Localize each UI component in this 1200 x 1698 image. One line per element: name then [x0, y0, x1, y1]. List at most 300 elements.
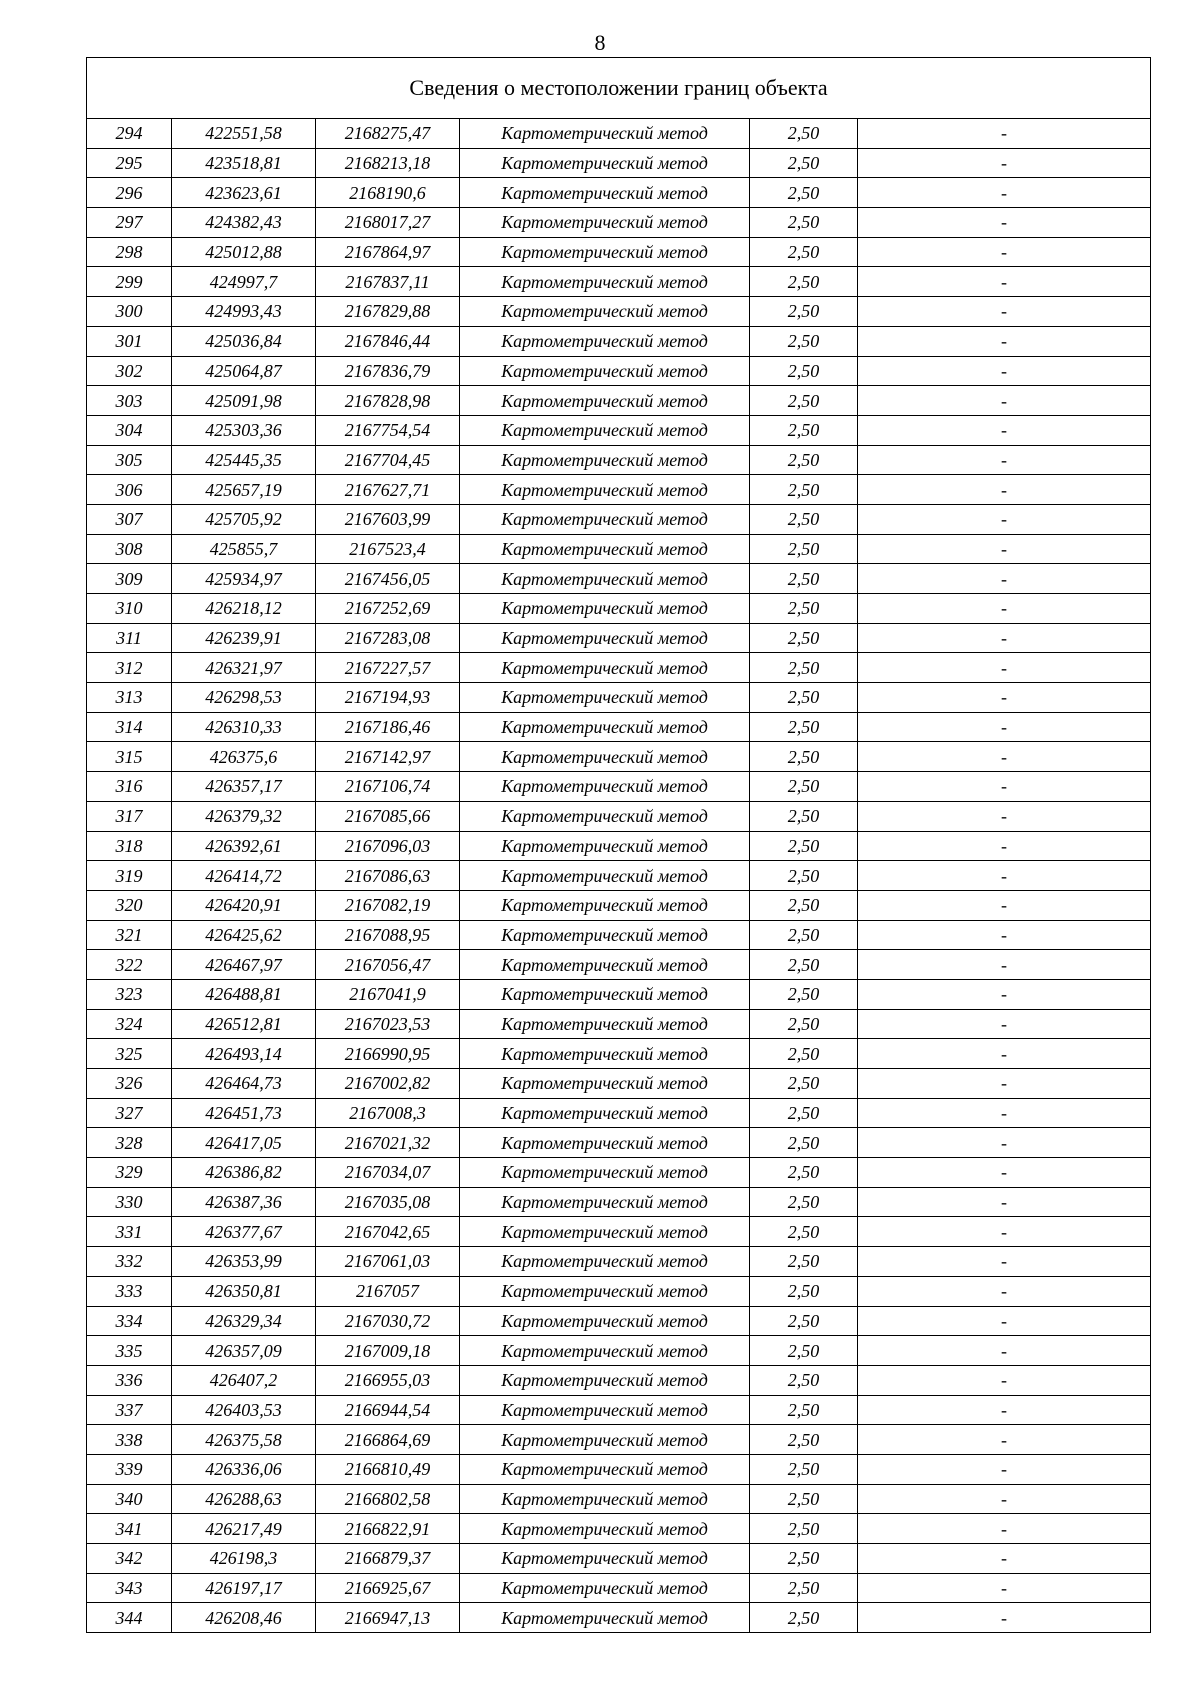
y-coordinate-cell: 2167186,46	[316, 712, 460, 742]
description-cell: -	[858, 1158, 1151, 1188]
y-coordinate-cell: 2167829,88	[316, 297, 460, 327]
x-coordinate-cell: 425855,7	[172, 534, 316, 564]
description-cell: -	[858, 831, 1151, 861]
method-cell: Картометрический метод	[460, 801, 750, 831]
accuracy-cell: 2,50	[750, 1039, 858, 1069]
y-coordinate-cell: 2167023,53	[316, 1009, 460, 1039]
accuracy-cell: 2,50	[750, 801, 858, 831]
table-row	[87, 1395, 1151, 1425]
y-coordinate-cell: 2167034,07	[316, 1158, 460, 1188]
table-row	[87, 475, 1151, 505]
table-caption-row	[87, 58, 1151, 119]
table-row	[87, 1039, 1151, 1069]
accuracy-cell: 2,50	[750, 683, 858, 713]
method-cell: Картометрический метод	[460, 1454, 750, 1484]
table-row	[87, 534, 1151, 564]
table-row	[87, 920, 1151, 950]
method-cell: Картометрический метод	[460, 1336, 750, 1366]
point-number-cell: 343	[87, 1573, 172, 1603]
accuracy-cell: 2,50	[750, 208, 858, 238]
method-cell: Картометрический метод	[460, 178, 750, 208]
table-row	[87, 742, 1151, 772]
point-number-cell: 333	[87, 1276, 172, 1306]
description-cell: -	[858, 267, 1151, 297]
point-number-cell: 342	[87, 1544, 172, 1574]
y-coordinate-cell: 2166955,03	[316, 1365, 460, 1395]
table-row	[87, 1247, 1151, 1277]
description-cell: -	[858, 534, 1151, 564]
accuracy-cell: 2,50	[750, 1247, 858, 1277]
point-number-cell: 327	[87, 1098, 172, 1128]
accuracy-cell: 2,50	[750, 1187, 858, 1217]
table-row	[87, 386, 1151, 416]
table-row	[87, 1276, 1151, 1306]
x-coordinate-cell: 426310,33	[172, 712, 316, 742]
x-coordinate-cell: 425091,98	[172, 386, 316, 416]
boundary-coordinates-table	[86, 57, 1151, 1633]
accuracy-cell: 2,50	[750, 326, 858, 356]
point-number-cell: 329	[87, 1158, 172, 1188]
point-number-cell: 336	[87, 1365, 172, 1395]
description-cell: -	[858, 1247, 1151, 1277]
description-cell: -	[858, 1395, 1151, 1425]
point-number-cell: 303	[87, 386, 172, 416]
y-coordinate-cell: 2167283,08	[316, 623, 460, 653]
accuracy-cell: 2,50	[750, 1009, 858, 1039]
point-number-cell: 308	[87, 534, 172, 564]
point-number-cell: 321	[87, 920, 172, 950]
description-cell: -	[858, 1425, 1151, 1455]
y-coordinate-cell: 2167828,98	[316, 386, 460, 416]
x-coordinate-cell: 423623,61	[172, 178, 316, 208]
description-cell: -	[858, 772, 1151, 802]
description-cell: -	[858, 1069, 1151, 1099]
description-cell: -	[858, 594, 1151, 624]
description-cell: -	[858, 861, 1151, 891]
x-coordinate-cell: 426218,12	[172, 594, 316, 624]
y-coordinate-cell: 2167523,4	[316, 534, 460, 564]
y-coordinate-cell: 2167057	[316, 1276, 460, 1306]
table-row	[87, 564, 1151, 594]
description-cell: -	[858, 237, 1151, 267]
point-number-cell: 312	[87, 653, 172, 683]
table-row	[87, 1009, 1151, 1039]
description-cell: -	[858, 386, 1151, 416]
accuracy-cell: 2,50	[750, 920, 858, 950]
method-cell: Картометрический метод	[460, 1039, 750, 1069]
description-cell: -	[858, 1039, 1151, 1069]
y-coordinate-cell: 2167042,65	[316, 1217, 460, 1247]
point-number-cell: 317	[87, 801, 172, 831]
table-caption: Сведения о местоположении границ объекта	[87, 58, 1151, 119]
description-cell: -	[858, 890, 1151, 920]
accuracy-cell: 2,50	[750, 564, 858, 594]
table-row	[87, 1544, 1151, 1574]
point-number-cell: 332	[87, 1247, 172, 1277]
description-cell: -	[858, 1573, 1151, 1603]
accuracy-cell: 2,50	[750, 1603, 858, 1633]
x-coordinate-cell: 425036,84	[172, 326, 316, 356]
x-coordinate-cell: 426379,32	[172, 801, 316, 831]
point-number-cell: 299	[87, 267, 172, 297]
y-coordinate-cell: 2167030,72	[316, 1306, 460, 1336]
description-cell: -	[858, 297, 1151, 327]
x-coordinate-cell: 426321,97	[172, 653, 316, 683]
point-number-cell: 323	[87, 979, 172, 1009]
description-cell: -	[858, 326, 1151, 356]
table-row	[87, 890, 1151, 920]
method-cell: Картометрический метод	[460, 1514, 750, 1544]
method-cell: Картометрический метод	[460, 356, 750, 386]
y-coordinate-cell: 2166864,69	[316, 1425, 460, 1455]
accuracy-cell: 2,50	[750, 623, 858, 653]
x-coordinate-cell: 426425,62	[172, 920, 316, 950]
point-number-cell: 309	[87, 564, 172, 594]
description-cell: -	[858, 1009, 1151, 1039]
x-coordinate-cell: 426417,05	[172, 1128, 316, 1158]
point-number-cell: 328	[87, 1128, 172, 1158]
method-cell: Картометрический метод	[460, 1544, 750, 1574]
method-cell: Картометрический метод	[460, 1009, 750, 1039]
method-cell: Картометрический метод	[460, 148, 750, 178]
x-coordinate-cell: 426420,91	[172, 890, 316, 920]
y-coordinate-cell: 2167194,93	[316, 683, 460, 713]
x-coordinate-cell: 426336,06	[172, 1454, 316, 1484]
x-coordinate-cell: 423518,81	[172, 148, 316, 178]
x-coordinate-cell: 426464,73	[172, 1069, 316, 1099]
accuracy-cell: 2,50	[750, 1276, 858, 1306]
accuracy-cell: 2,50	[750, 386, 858, 416]
accuracy-cell: 2,50	[750, 1098, 858, 1128]
table-row	[87, 979, 1151, 1009]
method-cell: Картометрический метод	[460, 1187, 750, 1217]
x-coordinate-cell: 426387,36	[172, 1187, 316, 1217]
point-number-cell: 304	[87, 415, 172, 445]
accuracy-cell: 2,50	[750, 890, 858, 920]
point-number-cell: 307	[87, 504, 172, 534]
description-cell: -	[858, 623, 1151, 653]
page-number: 8	[594, 30, 606, 55]
point-number-cell: 340	[87, 1484, 172, 1514]
description-cell: -	[858, 1544, 1151, 1574]
y-coordinate-cell: 2167603,99	[316, 504, 460, 534]
description-cell: -	[858, 1098, 1151, 1128]
description-cell: -	[858, 564, 1151, 594]
point-number-cell: 319	[87, 861, 172, 891]
y-coordinate-cell: 2167086,63	[316, 861, 460, 891]
x-coordinate-cell: 426197,17	[172, 1573, 316, 1603]
accuracy-cell: 2,50	[750, 1128, 858, 1158]
method-cell: Картометрический метод	[460, 623, 750, 653]
accuracy-cell: 2,50	[750, 831, 858, 861]
description-cell: -	[858, 1484, 1151, 1514]
x-coordinate-cell: 426357,17	[172, 772, 316, 802]
method-cell: Картометрический метод	[460, 1069, 750, 1099]
table-row	[87, 683, 1151, 713]
y-coordinate-cell: 2166879,37	[316, 1544, 460, 1574]
x-coordinate-cell: 425012,88	[172, 237, 316, 267]
method-cell: Картометрический метод	[460, 742, 750, 772]
accuracy-cell: 2,50	[750, 950, 858, 980]
method-cell: Картометрический метод	[460, 534, 750, 564]
accuracy-cell: 2,50	[750, 445, 858, 475]
point-number-cell: 322	[87, 950, 172, 980]
point-number-cell: 314	[87, 712, 172, 742]
table-row	[87, 326, 1151, 356]
y-coordinate-cell: 2168213,18	[316, 148, 460, 178]
table-row	[87, 415, 1151, 445]
accuracy-cell: 2,50	[750, 772, 858, 802]
accuracy-cell: 2,50	[750, 356, 858, 386]
accuracy-cell: 2,50	[750, 475, 858, 505]
y-coordinate-cell: 2166822,91	[316, 1514, 460, 1544]
point-number-cell: 313	[87, 683, 172, 713]
x-coordinate-cell: 426298,53	[172, 683, 316, 713]
method-cell: Картометрический метод	[460, 890, 750, 920]
method-cell: Картометрический метод	[460, 950, 750, 980]
y-coordinate-cell: 2167864,97	[316, 237, 460, 267]
method-cell: Картометрический метод	[460, 831, 750, 861]
x-coordinate-cell: 426217,49	[172, 1514, 316, 1544]
x-coordinate-cell: 426375,6	[172, 742, 316, 772]
x-coordinate-cell: 426451,73	[172, 1098, 316, 1128]
accuracy-cell: 2,50	[750, 1158, 858, 1188]
point-number-cell: 335	[87, 1336, 172, 1366]
accuracy-cell: 2,50	[750, 1544, 858, 1574]
description-cell: -	[858, 683, 1151, 713]
x-coordinate-cell: 426357,09	[172, 1336, 316, 1366]
table-row	[87, 504, 1151, 534]
point-number-cell: 341	[87, 1514, 172, 1544]
y-coordinate-cell: 2167088,95	[316, 920, 460, 950]
accuracy-cell: 2,50	[750, 594, 858, 624]
table-row	[87, 653, 1151, 683]
description-cell: -	[858, 119, 1151, 149]
method-cell: Картометрический метод	[460, 119, 750, 149]
y-coordinate-cell: 2166802,58	[316, 1484, 460, 1514]
x-coordinate-cell: 425705,92	[172, 504, 316, 534]
point-number-cell: 296	[87, 178, 172, 208]
y-coordinate-cell: 2167002,82	[316, 1069, 460, 1099]
table-row	[87, 950, 1151, 980]
table-row	[87, 445, 1151, 475]
description-cell: -	[858, 1217, 1151, 1247]
y-coordinate-cell: 2167035,08	[316, 1187, 460, 1217]
description-cell: -	[858, 1514, 1151, 1544]
description-cell: -	[858, 1128, 1151, 1158]
method-cell: Картометрический метод	[460, 267, 750, 297]
y-coordinate-cell: 2168190,6	[316, 178, 460, 208]
method-cell: Картометрический метод	[460, 504, 750, 534]
table-row	[87, 208, 1151, 238]
x-coordinate-cell: 425303,36	[172, 415, 316, 445]
table-row	[87, 237, 1151, 267]
point-number-cell: 315	[87, 742, 172, 772]
description-cell: -	[858, 208, 1151, 238]
method-cell: Картометрический метод	[460, 1247, 750, 1277]
method-cell: Картометрический метод	[460, 564, 750, 594]
table-row	[87, 1187, 1151, 1217]
y-coordinate-cell: 2166810,49	[316, 1454, 460, 1484]
method-cell: Картометрический метод	[460, 1128, 750, 1158]
y-coordinate-cell: 2166947,13	[316, 1603, 460, 1633]
table-row	[87, 1454, 1151, 1484]
method-cell: Картометрический метод	[460, 1484, 750, 1514]
y-coordinate-cell: 2168275,47	[316, 119, 460, 149]
description-cell: -	[858, 979, 1151, 1009]
y-coordinate-cell: 2167008,3	[316, 1098, 460, 1128]
y-coordinate-cell: 2167021,32	[316, 1128, 460, 1158]
accuracy-cell: 2,50	[750, 148, 858, 178]
x-coordinate-cell: 426493,14	[172, 1039, 316, 1069]
accuracy-cell: 2,50	[750, 1069, 858, 1099]
table-row	[87, 119, 1151, 149]
point-number-cell: 298	[87, 237, 172, 267]
table-row	[87, 1306, 1151, 1336]
x-coordinate-cell: 425934,97	[172, 564, 316, 594]
y-coordinate-cell: 2168017,27	[316, 208, 460, 238]
table-row	[87, 1514, 1151, 1544]
accuracy-cell: 2,50	[750, 1573, 858, 1603]
table-row	[87, 1425, 1151, 1455]
table-row	[87, 1573, 1151, 1603]
accuracy-cell: 2,50	[750, 712, 858, 742]
method-cell: Картометрический метод	[460, 237, 750, 267]
table-row	[87, 148, 1151, 178]
point-number-cell: 294	[87, 119, 172, 149]
table-row	[87, 1603, 1151, 1633]
x-coordinate-cell: 425064,87	[172, 356, 316, 386]
table-row	[87, 1128, 1151, 1158]
description-cell: -	[858, 415, 1151, 445]
accuracy-cell: 2,50	[750, 1395, 858, 1425]
method-cell: Картометрический метод	[460, 772, 750, 802]
x-coordinate-cell: 426407,2	[172, 1365, 316, 1395]
accuracy-cell: 2,50	[750, 861, 858, 891]
accuracy-cell: 2,50	[750, 1336, 858, 1366]
method-cell: Картометрический метод	[460, 445, 750, 475]
accuracy-cell: 2,50	[750, 1306, 858, 1336]
point-number-cell: 338	[87, 1425, 172, 1455]
description-cell: -	[858, 1306, 1151, 1336]
point-number-cell: 301	[87, 326, 172, 356]
method-cell: Картометрический метод	[460, 326, 750, 356]
method-cell: Картометрический метод	[460, 1306, 750, 1336]
accuracy-cell: 2,50	[750, 1217, 858, 1247]
method-cell: Картометрический метод	[460, 1158, 750, 1188]
method-cell: Картометрический метод	[460, 979, 750, 1009]
y-coordinate-cell: 2167456,05	[316, 564, 460, 594]
point-number-cell: 316	[87, 772, 172, 802]
accuracy-cell: 2,50	[750, 1425, 858, 1455]
method-cell: Картометрический метод	[460, 1573, 750, 1603]
accuracy-cell: 2,50	[750, 979, 858, 1009]
x-coordinate-cell: 426350,81	[172, 1276, 316, 1306]
point-number-cell: 344	[87, 1603, 172, 1633]
table-row	[87, 1365, 1151, 1395]
point-number-cell: 310	[87, 594, 172, 624]
point-number-cell: 297	[87, 208, 172, 238]
y-coordinate-cell: 2167704,45	[316, 445, 460, 475]
description-cell: -	[858, 504, 1151, 534]
description-cell: -	[858, 742, 1151, 772]
description-cell: -	[858, 950, 1151, 980]
description-cell: -	[858, 475, 1151, 505]
point-number-cell: 318	[87, 831, 172, 861]
x-coordinate-cell: 426392,61	[172, 831, 316, 861]
method-cell: Картометрический метод	[460, 683, 750, 713]
y-coordinate-cell: 2167009,18	[316, 1336, 460, 1366]
method-cell: Картометрический метод	[460, 1276, 750, 1306]
method-cell: Картометрический метод	[460, 920, 750, 950]
description-cell: -	[858, 801, 1151, 831]
x-coordinate-cell: 426414,72	[172, 861, 316, 891]
table-row	[87, 1484, 1151, 1514]
table-row	[87, 1336, 1151, 1366]
description-cell: -	[858, 712, 1151, 742]
accuracy-cell: 2,50	[750, 653, 858, 683]
description-cell: -	[858, 920, 1151, 950]
method-cell: Картометрический метод	[460, 712, 750, 742]
point-number-cell: 325	[87, 1039, 172, 1069]
accuracy-cell: 2,50	[750, 504, 858, 534]
point-number-cell: 339	[87, 1454, 172, 1484]
description-cell: -	[858, 1187, 1151, 1217]
method-cell: Картометрический метод	[460, 1603, 750, 1633]
table-row	[87, 356, 1151, 386]
description-cell: -	[858, 178, 1151, 208]
x-coordinate-cell: 425657,19	[172, 475, 316, 505]
table-row	[87, 178, 1151, 208]
y-coordinate-cell: 2167252,69	[316, 594, 460, 624]
table-row	[87, 1098, 1151, 1128]
table-row	[87, 1069, 1151, 1099]
x-coordinate-cell: 426329,34	[172, 1306, 316, 1336]
y-coordinate-cell: 2167754,54	[316, 415, 460, 445]
x-coordinate-cell: 424382,43	[172, 208, 316, 238]
y-coordinate-cell: 2167227,57	[316, 653, 460, 683]
x-coordinate-cell: 424997,7	[172, 267, 316, 297]
y-coordinate-cell: 2167096,03	[316, 831, 460, 861]
table-row	[87, 1158, 1151, 1188]
point-number-cell: 324	[87, 1009, 172, 1039]
description-cell: -	[858, 1454, 1151, 1484]
accuracy-cell: 2,50	[750, 297, 858, 327]
method-cell: Картометрический метод	[460, 653, 750, 683]
y-coordinate-cell: 2167846,44	[316, 326, 460, 356]
x-coordinate-cell: 426375,58	[172, 1425, 316, 1455]
table-row	[87, 594, 1151, 624]
table-row	[87, 267, 1151, 297]
point-number-cell: 326	[87, 1069, 172, 1099]
point-number-cell: 331	[87, 1217, 172, 1247]
x-coordinate-cell: 426403,53	[172, 1395, 316, 1425]
accuracy-cell: 2,50	[750, 742, 858, 772]
point-number-cell: 330	[87, 1187, 172, 1217]
y-coordinate-cell: 2167836,79	[316, 356, 460, 386]
point-number-cell: 306	[87, 475, 172, 505]
table-row	[87, 297, 1151, 327]
x-coordinate-cell: 426239,91	[172, 623, 316, 653]
x-coordinate-cell: 425445,35	[172, 445, 316, 475]
x-coordinate-cell: 426386,82	[172, 1158, 316, 1188]
y-coordinate-cell: 2167142,97	[316, 742, 460, 772]
table-row	[87, 831, 1151, 861]
x-coordinate-cell: 426208,46	[172, 1603, 316, 1633]
method-cell: Картометрический метод	[460, 1395, 750, 1425]
accuracy-cell: 2,50	[750, 119, 858, 149]
y-coordinate-cell: 2167085,66	[316, 801, 460, 831]
